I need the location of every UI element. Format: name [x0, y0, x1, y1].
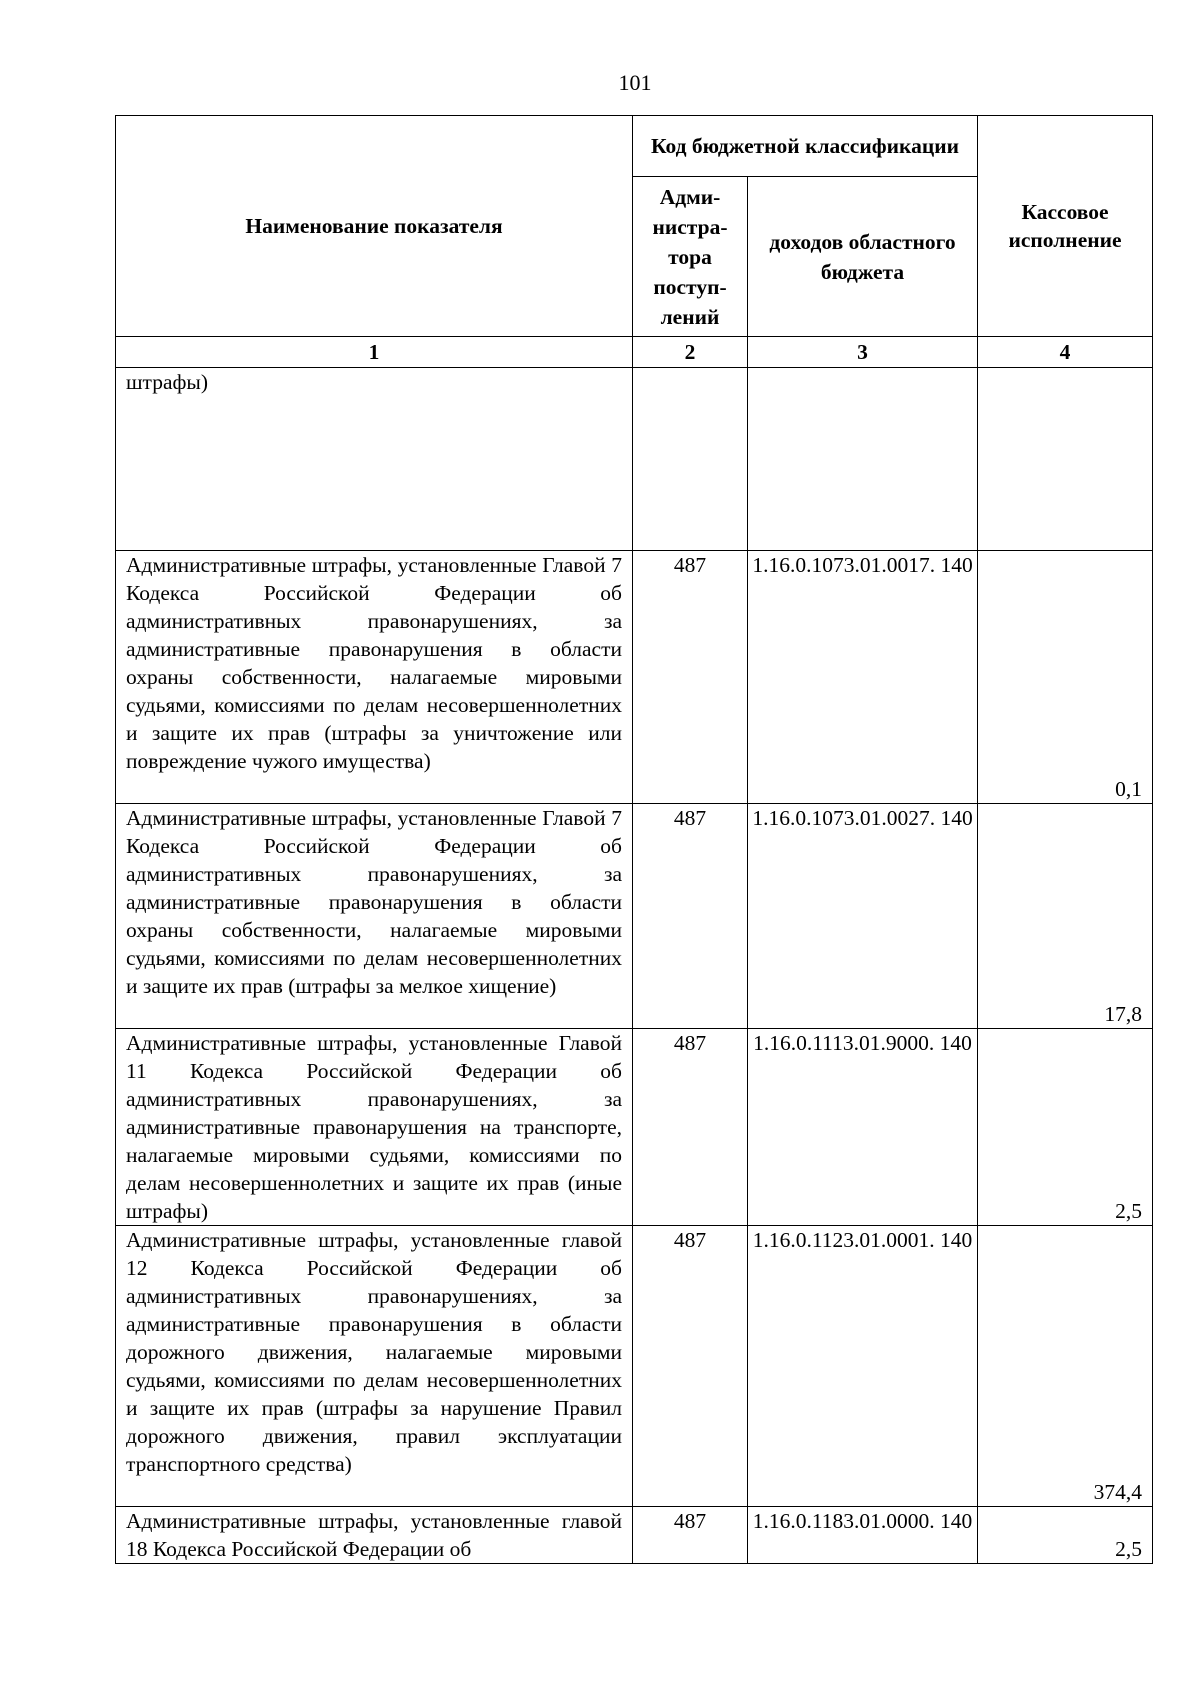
column-number-3: 3: [748, 337, 978, 368]
row-execution: 374,4: [978, 1226, 1153, 1507]
row-execution: 17,8: [978, 804, 1153, 1029]
header-name: Наименование показателя: [116, 116, 633, 337]
budget-table: [115, 115, 1153, 1564]
table-row: [116, 1226, 1153, 1507]
table-row: [116, 1507, 1153, 1564]
row-code: [748, 368, 978, 551]
header-income-code: доходов областного бюджета: [748, 177, 978, 337]
row-admin: 487: [633, 1226, 748, 1507]
header-execution: Кассовое исполнение: [978, 116, 1153, 337]
row-execution: 0,1: [978, 551, 1153, 804]
header-admin: Адми-нистра-тора поступ-лений: [633, 177, 748, 337]
row-execution: 2,5: [978, 1507, 1153, 1564]
row-name: штрафы): [116, 368, 633, 551]
row-admin: 487: [633, 551, 748, 804]
row-code: 1.16.0.1183.01.0000. 140: [748, 1507, 978, 1564]
table-row: [116, 804, 1153, 1029]
row-name: Административные штрафы, установленные Главой 11 Кодекса Российской Федерации об административных правонарушениях, за административные правонарушения на транспорте, налагаемые мировыми судьями, комиссиями по делам несовершеннолетних и защите их прав (иные штрафы): [116, 1029, 633, 1226]
row-admin: 487: [633, 1507, 748, 1564]
column-number-4: 4: [978, 337, 1153, 368]
row-name: Административные штрафы, установленные главой 18 Кодекса Российской Федерации об: [116, 1507, 633, 1564]
row-code: 1.16.0.1123.01.0001. 140: [748, 1226, 978, 1507]
column-number-1: 1: [116, 337, 633, 368]
row-execution: 2,5: [978, 1029, 1153, 1226]
row-name: Административные штрафы, установленные главой 12 Кодекса Российской Федерации об административных правонарушениях, за административные правонарушения в области дорожного движения, налагаемые мировыми судьями, комиссиями по делам несовершеннолетних и защите их прав (штрафы за нарушение Правил дорожного движения, правил эксплуатации транспортного средства): [116, 1226, 633, 1507]
row-name: Административные штрафы, установленные Главой 7 Кодекса Российской Федерации об административных правонарушениях, за административные правонарушения в области охраны собственности, налагаемые мировыми судьями, комиссиями по делам несовершеннолетних и защите их прав (штрафы за уничтожение или повреждение чужого имущества): [116, 551, 633, 804]
row-admin: [633, 368, 748, 551]
table-row-continuation: [116, 368, 1153, 551]
row-execution: [978, 368, 1153, 551]
row-name: Административные штрафы, установленные Главой 7 Кодекса Российской Федерации об административных правонарушениях, за административные правонарушения в области охраны собственности, налагаемые мировыми судьями, комиссиями по делам несовершеннолетних и защите их прав (штрафы за мелкое хищение): [116, 804, 633, 1029]
row-admin: 487: [633, 1029, 748, 1226]
row-admin: 487: [633, 804, 748, 1029]
row-code: 1.16.0.1073.01.0027. 140: [748, 804, 978, 1029]
table-row: [116, 551, 1153, 804]
header-code-group: Код бюджетной классификации: [633, 116, 978, 177]
column-number-2: 2: [633, 337, 748, 368]
table-row: [116, 1029, 1153, 1226]
row-code: 1.16.0.1113.01.9000. 140: [748, 1029, 978, 1226]
page-number: 101: [618, 70, 652, 95]
row-code: 1.16.0.1073.01.0017. 140: [748, 551, 978, 804]
